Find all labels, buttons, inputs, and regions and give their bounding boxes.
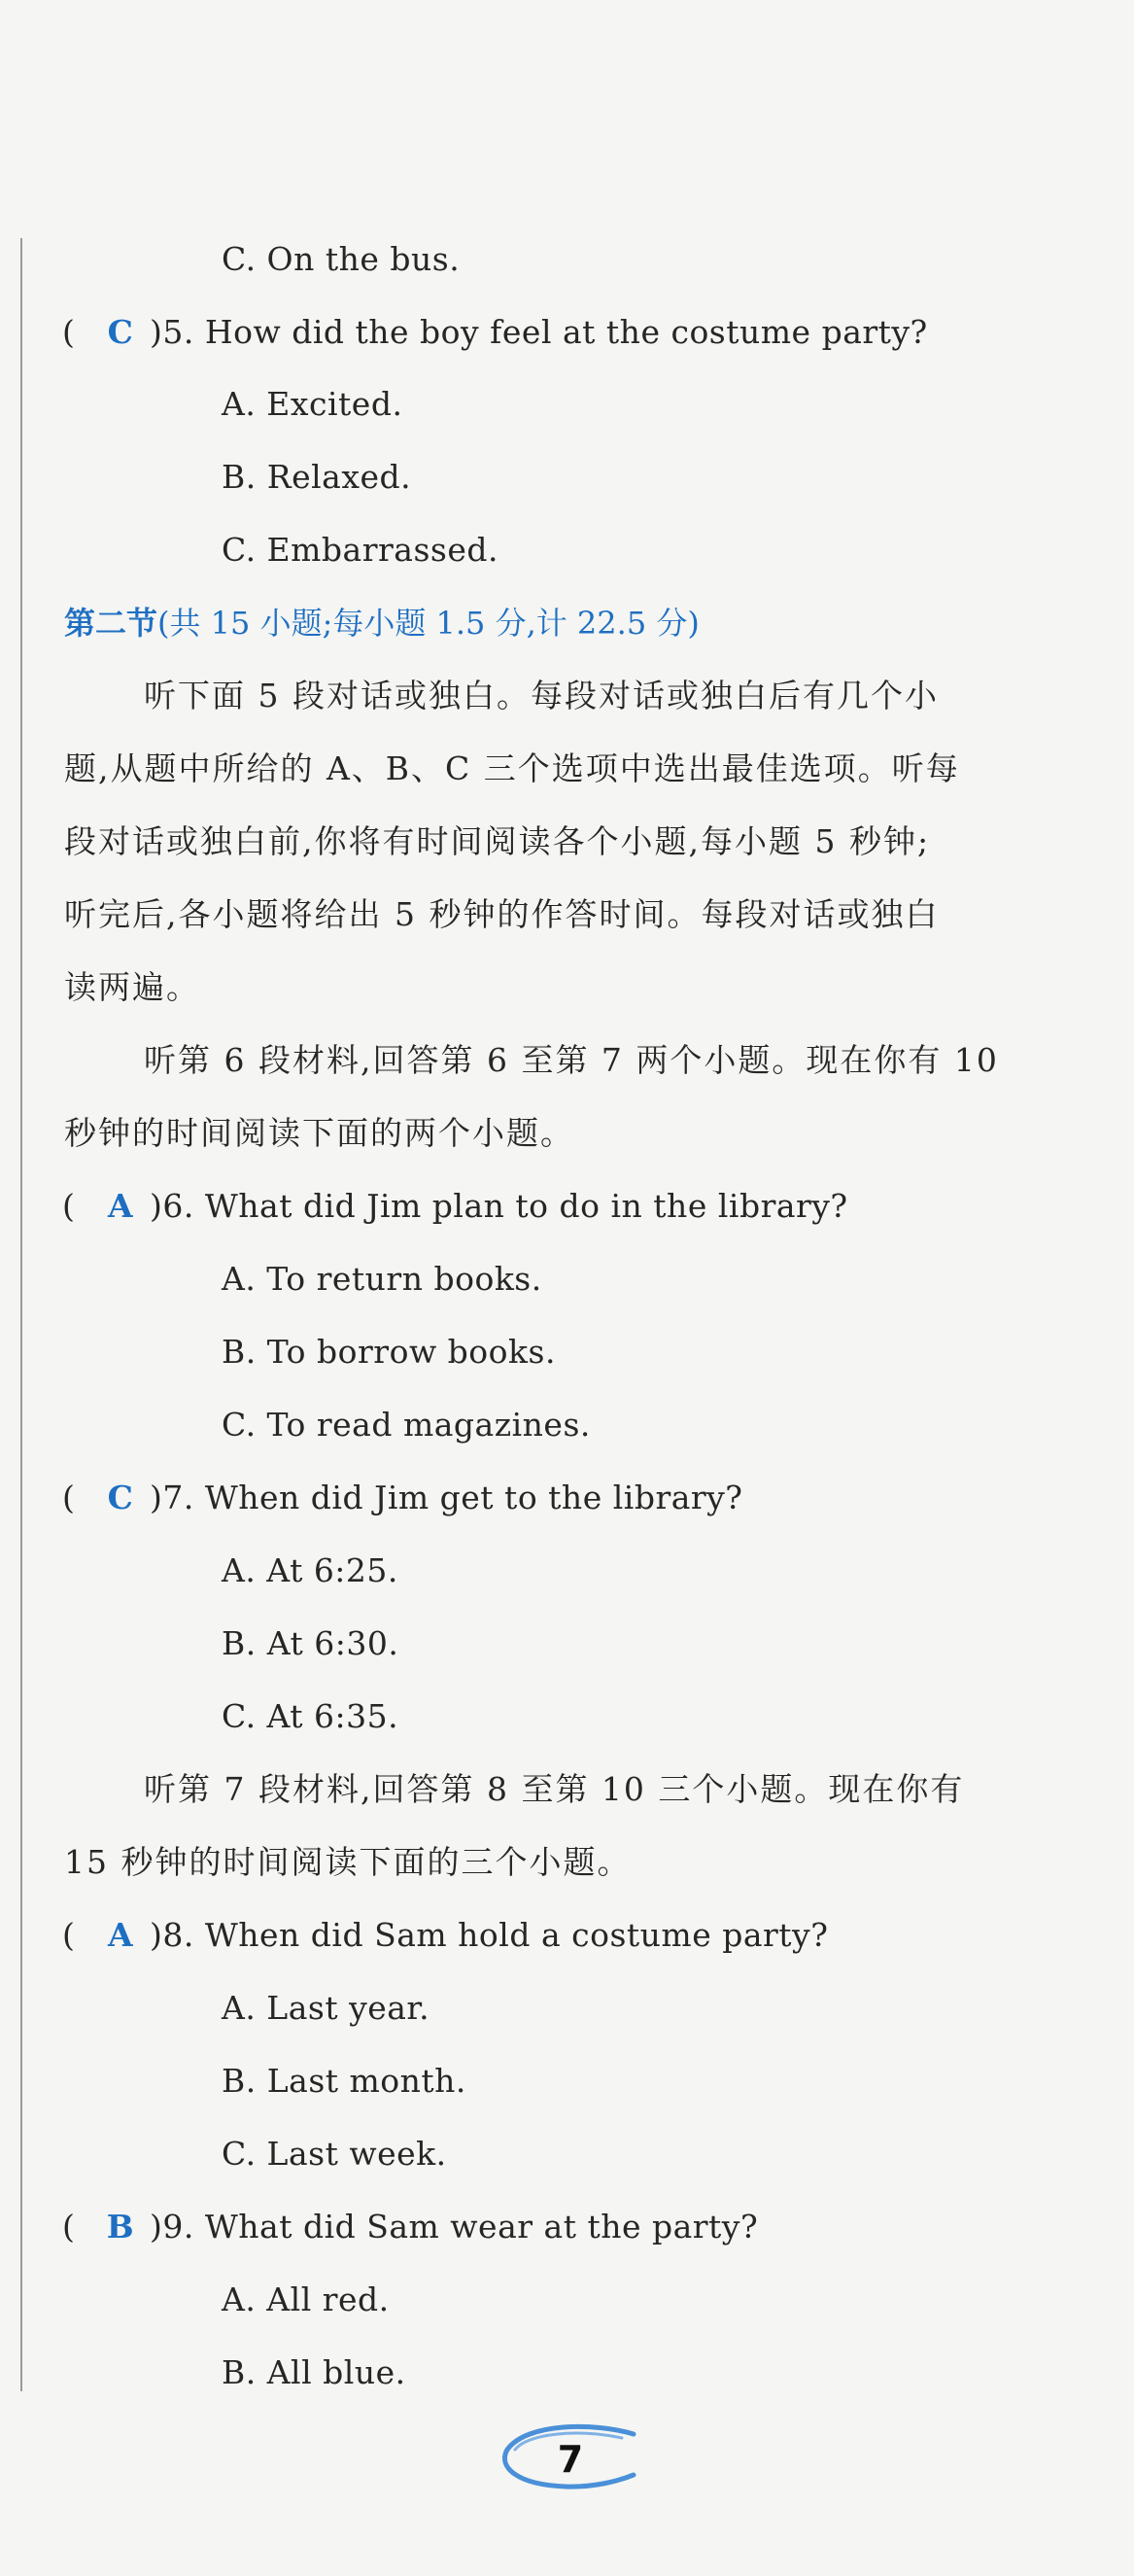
- question-5: [62, 311, 928, 354]
- answer-5: C: [107, 313, 134, 351]
- question-6: [62, 1185, 848, 1228]
- option-8c: C. Last week.: [222, 2135, 447, 2173]
- instructions-line-3: 段对话或独白前,你将有时间阅读各个小题,每小题 5 秒钟;: [64, 822, 931, 860]
- option-7c: C. At 6:35.: [222, 1697, 399, 1735]
- answer-paren-open: (: [62, 1187, 76, 1225]
- option-8b: B. Last month.: [222, 2062, 466, 2100]
- question-5-text: )5. How did the boy feel at the costume party?: [150, 313, 928, 351]
- question-7-text: )7. When did Jim get to the library?: [150, 1479, 743, 1516]
- option-5c: C. Embarrassed.: [222, 531, 498, 569]
- answer-8: A: [107, 1916, 134, 1954]
- instructions-line-2: 题,从题中所给的 A、B、C 三个选项中选出最佳选项。听每: [64, 749, 960, 787]
- question-6-text: )6. What did Jim plan to do in the library?: [150, 1187, 848, 1225]
- left-margin-rule: [20, 238, 22, 2391]
- section-two-note: (共 15 小题;每小题 1.5 分,计 22.5 分): [157, 605, 700, 642]
- question-9: [62, 2206, 758, 2248]
- question-8-text: )8. When did Sam hold a costume party?: [150, 1916, 829, 1954]
- page-number: 7: [557, 2438, 584, 2481]
- answer-9: B: [106, 2208, 135, 2245]
- option-6a: A. To return books.: [222, 1260, 542, 1298]
- option-6b: B. To borrow books.: [222, 1333, 556, 1371]
- answer-paren-open: (: [62, 2208, 76, 2245]
- section-two-heading: [64, 602, 700, 644]
- passage-6-intro-line-2: 秒钟的时间阅读下面的两个小题。: [64, 1114, 574, 1152]
- option-7a: A. At 6:25.: [222, 1551, 398, 1589]
- question-9-text: )9. What did Sam wear at the party?: [150, 2208, 759, 2245]
- option-8a: A. Last year.: [222, 1989, 430, 2027]
- option-9b: B. All blue.: [222, 2353, 406, 2391]
- passage-7-intro-line-1: 听第 7 段材料,回答第 8 至第 10 三个小题。现在你有: [144, 1770, 965, 1808]
- option-5a: A. Excited.: [222, 385, 403, 423]
- page-number-badge: [498, 2420, 643, 2498]
- question-8: [62, 1914, 828, 1957]
- instructions-line-5: 读两遍。: [64, 968, 200, 1006]
- option-6c: C. To read magazines.: [222, 1406, 591, 1444]
- option-9a: A. All red.: [222, 2280, 390, 2318]
- answer-7: C: [107, 1479, 134, 1516]
- instructions-line-4: 听完后,各小题将给出 5 秒钟的作答时间。每段对话或独白: [64, 895, 940, 933]
- option-5b: B. Relaxed.: [222, 458, 412, 496]
- section-two-title: 第二节: [64, 605, 158, 642]
- option-7b: B. At 6:30.: [222, 1624, 399, 1662]
- passage-7-intro-line-2: 15 秒钟的时间阅读下面的三个小题。: [64, 1843, 632, 1881]
- instructions-line-1: 听下面 5 段对话或独白。每段对话或独白后有几个小: [144, 677, 939, 714]
- passage-6-intro-line-1: 听第 6 段材料,回答第 6 至第 7 两个小题。现在你有 10: [144, 1041, 999, 1079]
- answer-paren-open: (: [62, 1479, 76, 1516]
- question-7: [62, 1477, 743, 1519]
- answer-paren-open: (: [62, 313, 76, 351]
- option-4c: C. On the bus.: [222, 240, 461, 278]
- answer-paren-open: (: [62, 1916, 76, 1954]
- answer-6: A: [107, 1187, 134, 1225]
